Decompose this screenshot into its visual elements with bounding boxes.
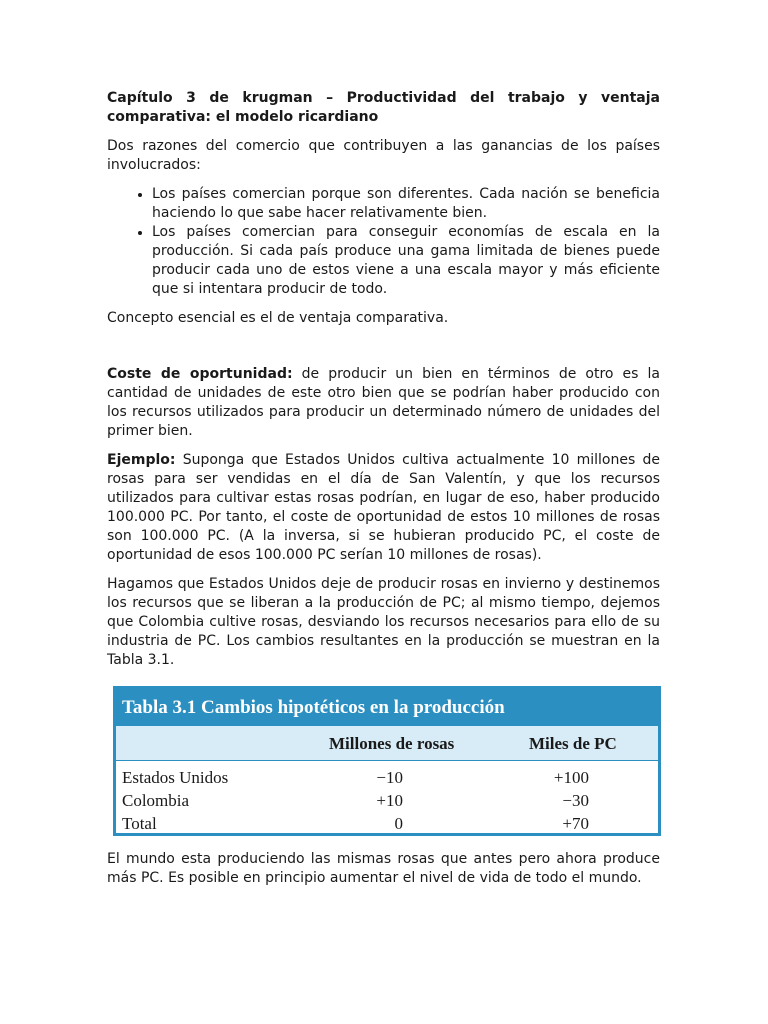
table-header xyxy=(116,726,658,761)
reasons-list xyxy=(107,185,660,299)
roses-value: 0 xyxy=(394,814,403,833)
table-row xyxy=(116,812,658,835)
column-header-pc: Miles de PC xyxy=(529,734,617,753)
roses-value: −10 xyxy=(376,768,403,787)
example-paragraph xyxy=(107,451,660,565)
intro-paragraph: Dos razones del comercio que contribuyen a las ganancias de los países involucrados: xyxy=(107,138,660,173)
chapter-heading: Capítulo 3 de krugman – Productividad del trabajo y ventaja comparativa: el modelo ricardiano xyxy=(107,90,660,125)
pc-value: +70 xyxy=(562,814,589,833)
production-table xyxy=(113,686,661,836)
example-term: Ejemplo: xyxy=(107,452,176,468)
swap-paragraph: Hagamos que Estados Unidos deje de producir rosas en invierno y destinemos los recursos que se liberan a la producción de PC; al mismo tiempo, dejemos que Colombia cultive rosas, desviando los recursos necesarios para ello de su industria de PC. Los cambios resultantes en la producción se muestran en la Tabla 3.1. xyxy=(107,576,660,668)
table-body xyxy=(116,761,658,835)
opportunity-cost-term: Coste de oportunidad: xyxy=(107,366,293,382)
row-label: Total xyxy=(122,814,157,833)
table-row xyxy=(116,789,658,812)
document-body xyxy=(107,89,660,898)
conclusion-paragraph: El mundo esta produciendo las mismas rosas que antes pero ahora produce más PC. Es posible en principio aumentar el nivel de vida de todo el mundo. xyxy=(107,851,660,886)
row-label: Colombia xyxy=(122,791,190,810)
table-title: Tabla 3.1 Cambios hipotéticos en la producción xyxy=(116,689,658,726)
pc-value: −30 xyxy=(562,791,589,810)
roses-value: +10 xyxy=(376,791,403,810)
concept-paragraph: Concepto esencial es el de ventaja comparativa. xyxy=(107,310,449,326)
opportunity-cost-text: de producir un bien en términos de otro es la cantidad de unidades de este otro bien que se podrían haber producido con los recursos utilizados para producir un determinado número de unidades del primer bien. xyxy=(107,366,660,439)
column-header-roses: Millones de rosas xyxy=(329,734,455,753)
opportunity-cost-paragraph xyxy=(107,365,660,441)
table-row xyxy=(116,766,658,789)
list-item: • Los países comercian para conseguir economías de escala en la producción. Si cada país produce una gama limitada de bienes puede producir cada uno de estos viene a una escala mayor y más eficiente que si intentara producir de todo. xyxy=(152,223,660,299)
list-item: • Los países comercian porque son diferentes. Cada nación se beneficia haciendo lo que sabe hacer relativamente bien. xyxy=(152,185,660,223)
pc-value: +100 xyxy=(553,768,589,787)
example-text: Suponga que Estados Unidos cultiva actualmente 10 millones de rosas para ser vendidas en el día de San Valentín, y que los recursos utilizados para cultivar estas rosas podrían, en lugar de eso, haber producido 100.000 PC. Por tanto, el coste de oportunidad de estos 10 millones de rosas son 100.000 PC. (A la inversa, si se hubieran producido PC, el coste de oportunidad de esos 100.000 PC serían 10 millones de rosas). xyxy=(107,452,660,563)
row-label: Estados Unidos xyxy=(122,768,229,787)
